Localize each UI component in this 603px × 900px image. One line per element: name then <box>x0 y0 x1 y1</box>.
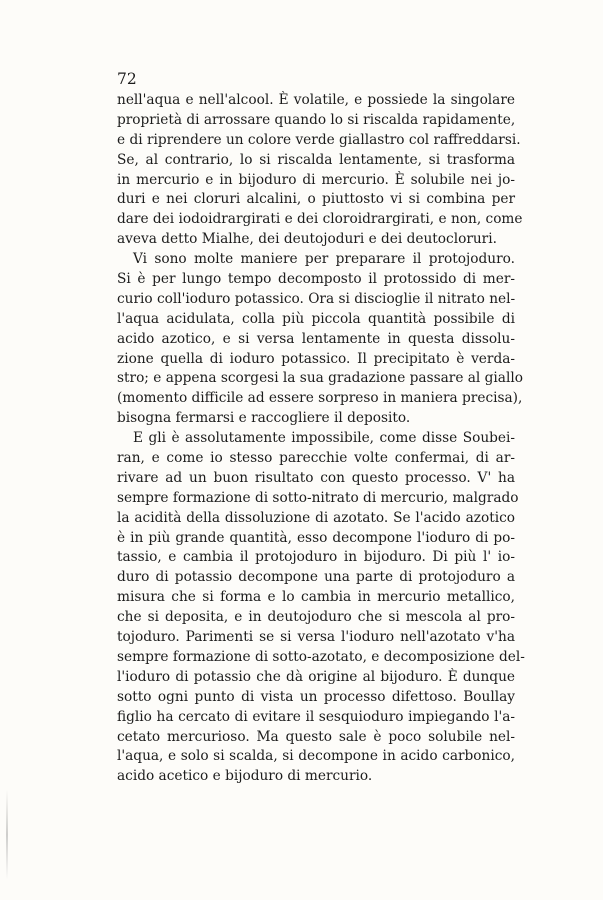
text-line: sempre formazione di sotto-azotato, e decomposizione del- <box>117 648 525 665</box>
text-line: figlio ha cercato di evitare il sesquioduro impiegando l'a- <box>117 708 515 725</box>
text-line: bisogna fermarsi e raccogliere il deposito. <box>117 410 411 427</box>
text-line: sotto ogni punto di vista un processo difettoso. Boullay <box>117 688 515 705</box>
text-line: sempre formazione di sotto-nitrato di mercurio, malgrado <box>117 489 519 506</box>
text-line: ran, e come io stesso parecchie volte confermai, di ar- <box>117 450 515 467</box>
text-line: acido acetico e bijoduro di mercurio. <box>117 768 373 785</box>
text-line: Se, al contrario, lo si riscalda lentamente, si trasforma <box>117 151 515 168</box>
text-line: tassio, e cambia il protojoduro in bijoduro. Di più l' io- <box>117 549 515 566</box>
text-line: cetato mercurioso. Ma questo sale è poco solubile nel- <box>117 728 515 745</box>
text-line: rivare ad un buon risultato con questo processo. V' ha <box>117 469 515 486</box>
text-line: che si deposita, e in deutojoduro che si mescola al pro- <box>117 609 515 626</box>
text-line: l'ioduro di potassio che dà origine al bijoduro. È dunque <box>117 668 515 685</box>
text-line: Si è per lungo tempo decomposto il protossido di mer- <box>117 271 515 288</box>
text-line: duri e nei cloruri alcalini, o piuttosto vi si combina per <box>117 191 515 208</box>
text-line: stro; e appena scorgesi la sua gradazione passare al giallo <box>117 370 523 387</box>
paragraph-first-line: E gli è assolutamente impossibile, come disse Soubei- <box>133 430 515 447</box>
text-line: acido azotico, e si versa lentamente in questa dissolu- <box>117 330 515 347</box>
text-line: l'aqua, e solo si scalda, si decompone in acido carbonico, <box>117 748 515 765</box>
text-line: proprietà di arrossare quando lo si riscalda rapidamente, <box>117 111 516 128</box>
text-line: in mercurio e in bijoduro di mercurio. È solubile nei jo- <box>117 171 515 188</box>
body-text <box>117 91 525 787</box>
text-line: l'aqua acidulata, colla più piccola quantità possibile di <box>117 310 515 327</box>
text-line: nell'aqua e nell'alcool. È volatile, e possiede la singolare <box>117 92 515 108</box>
text-line: curio coll'ioduro potassico. Ora si discioglie il nitrato nel- <box>117 290 516 307</box>
text-line: è in più grande quantità, esso decompone l'ioduro di po- <box>117 529 515 546</box>
page-number: 72 <box>117 70 137 88</box>
text-line: dare dei iodoidrargirati e dei cloroidrargirati, e non, come <box>117 211 523 228</box>
text-line: zione quella di ioduro potassico. Il precipitato è verda- <box>117 350 515 367</box>
paragraph-first-line: Vi sono molte maniere per preparare il protojoduro. <box>133 251 515 268</box>
scan-edge-shadow <box>6 790 8 880</box>
text-line: e di riprendere un colore verde giallastro col raffreddarsi. <box>117 131 521 148</box>
text-line: misura che si forma e lo cambia in mercurio metallico, <box>117 589 515 606</box>
text-line: duro di potassio decompone una parte di protojoduro a <box>117 569 515 586</box>
text-line: tojoduro. Parimenti se si versa l'ioduro nell'azotato v'ha <box>117 629 515 646</box>
text-line: (momento difficile ad essere sorpreso in maniera precisa), <box>117 390 523 407</box>
text-line: aveva detto Mialhe, dei deutojoduri e dei deutocloruri. <box>117 231 497 248</box>
text-line: la acidità della dissoluzione di azotato. Se l'acido azotico <box>117 509 515 526</box>
